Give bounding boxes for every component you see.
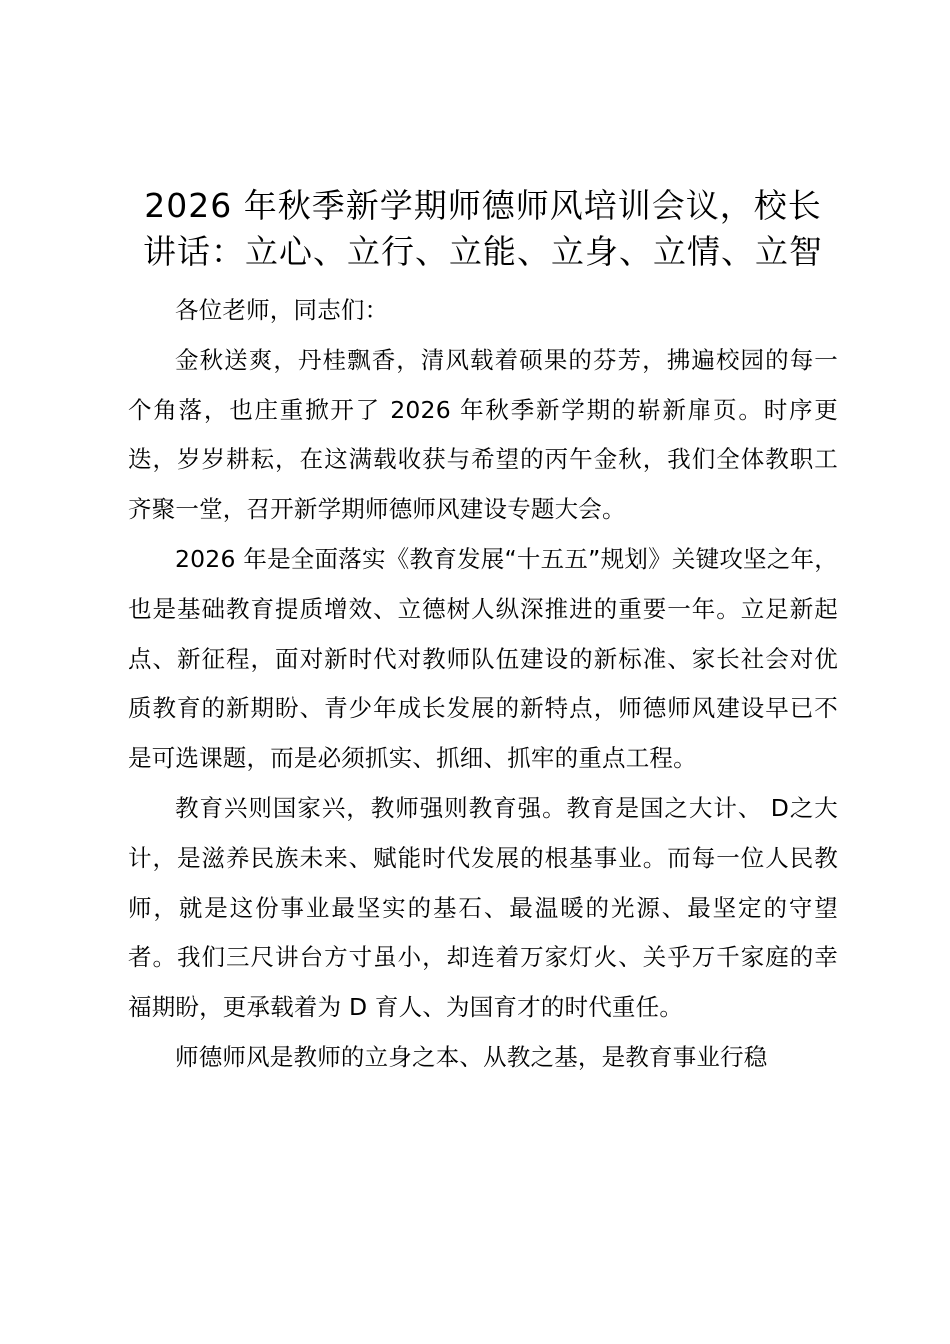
document-title: 2026 年秋季新学期师德师风培训会议，校长讲话：立心、立行、立能、立身、立情、立智 xyxy=(143,186,823,271)
body-paragraph: 教育兴则国家兴，教师强则教育强。教育是国之大计、 D之大计，是滋养民族未来、赋能时代发展的根基事业。而每一位人民教师，就是这份事业最坚实的基石、最温暖的光源、最坚定的守望者。我们三尺讲台方寸虽小，却连着万家灯火、关乎万千家庭的幸福期盼，更承载着为 D 育人、为国育才的时代重任。 xyxy=(128,793,838,1022)
body-paragraph: 师德师风是教师的立身之本、从教之基，是教育事业行稳 xyxy=(175,1042,768,1071)
body-paragraph: 2026 年是全面落实《教育发展“十五五”规划》关键攻坚之年，也是基础教育提质增效、立德树人纵深推进的重要一年。立足新起点、新征程，面对新时代对教师队伍建设的新标准、家长社会对优质教育的新期盼、青少年成长发展的新特点，师德师风建设早已不是可选课题，而是必须抓实、抓细、抓牢的重点工程。 xyxy=(128,544,838,773)
body-paragraph: 各位老师，同志们： xyxy=(175,296,389,324)
document-body xyxy=(128,286,838,1083)
body-paragraph: 金秋送爽，丹桂飘香，清风载着硕果的芬芳，拂遍校园的每一个角落，也庄重掀开了 2026 年秋季新学期的崭新扉页。时序更迭，岁岁耕耘，在这满载收获与希望的丙午金秋，我们全体教职工齐聚一堂，召开新学期师德师风建设专题大会。 xyxy=(128,345,838,524)
